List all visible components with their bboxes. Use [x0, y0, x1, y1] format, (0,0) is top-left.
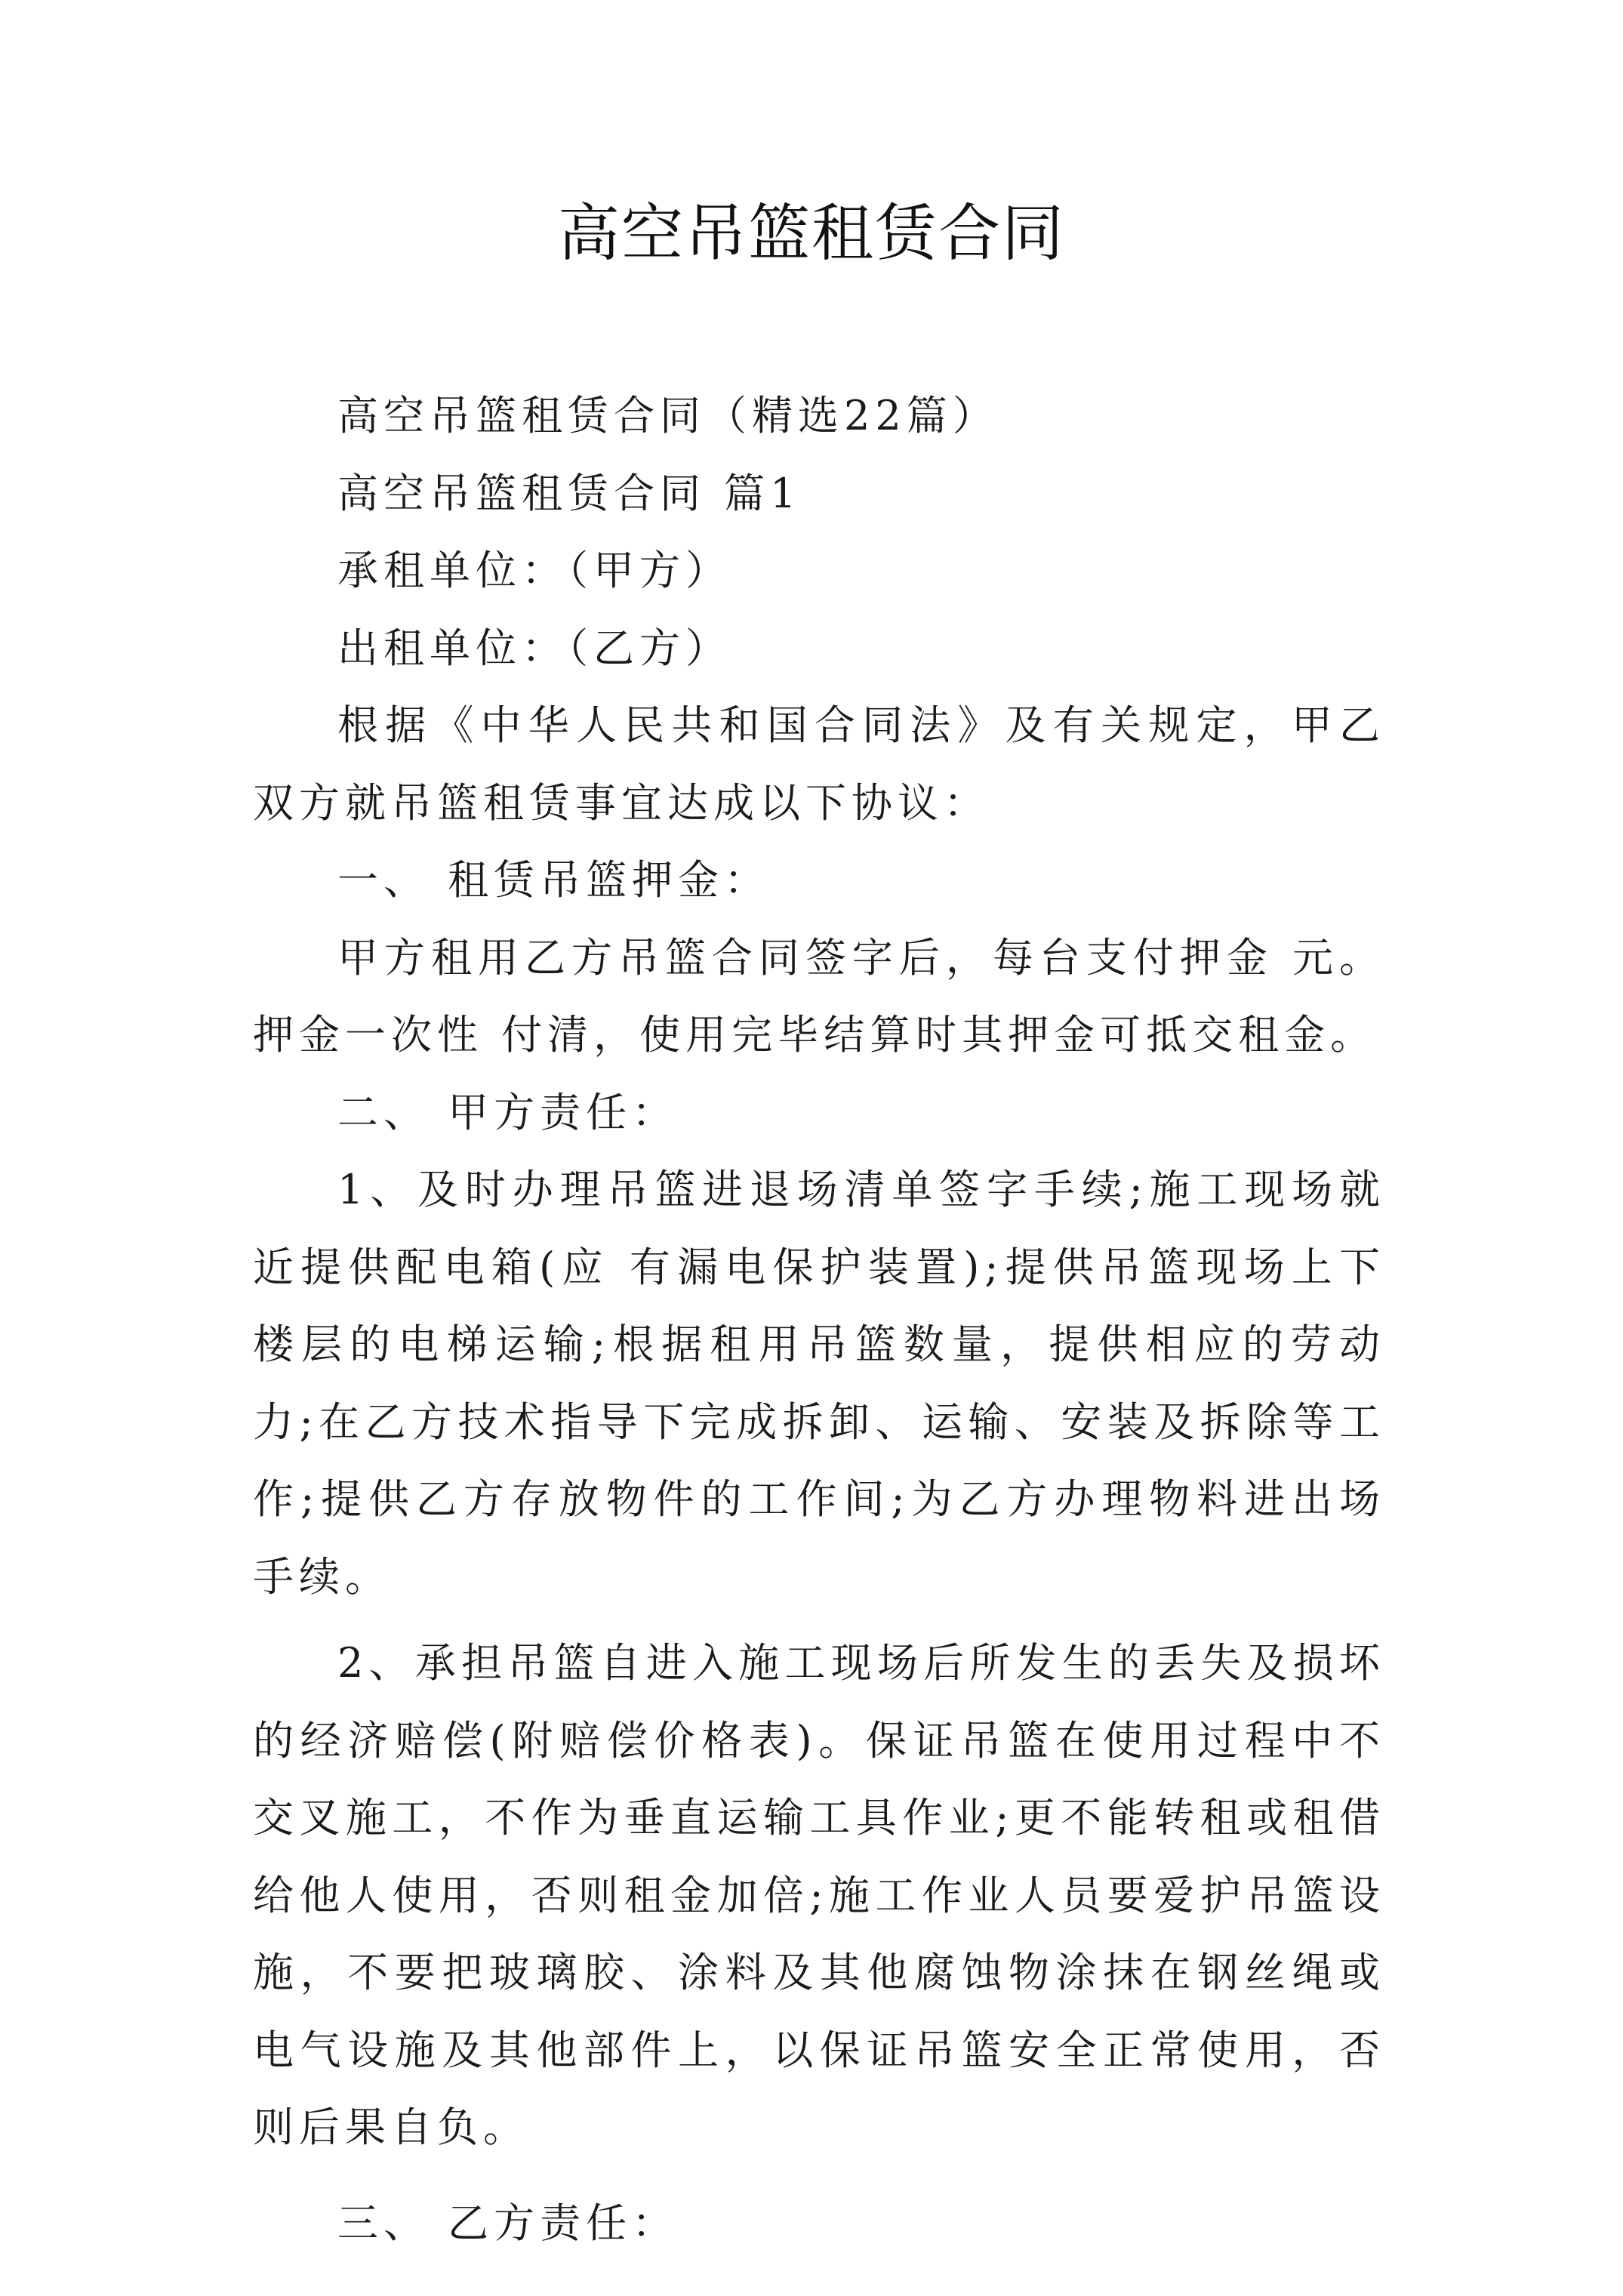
paragraph-clause-2-heading: 二、 甲方责任：: [337, 1088, 679, 1136]
paragraph-preamble: 根据《中华人民共和国合同法》及有关规定，甲乙双方就吊篮租赁事宜达成以下协议：: [253, 701, 1385, 827]
paragraph-lessee: 承租单位：（甲方）: [337, 547, 731, 594]
paragraph-clause-2-item-2: 2、承担吊篮自进入施工现场后所发生的丢失及损坏的经济赔偿(附赔偿价格表)。保证吊篮在使用过程中不交叉施工，不作为垂直运输工具作业;更不能转租或租借给他人使用，否则租金加倍;施工作业人员要爱护吊篮设施，不要把玻璃胶、涂料及其他腐蚀物涂抹在钢丝绳或电气设施及其他部件上，以保证吊篮安全正常使用，否则后果自负。: [253, 1639, 1385, 2151]
paragraph-clause-2-item-1: 1、及时办理吊篮进退场清单签字手续;施工现场就近提供配电箱(应 有漏电保护装置);提供吊篮现场上下楼层的电梯运输;根据租用吊篮数量，提供相应的劳动力;在乙方技术指导下完成拆卸、运输、安装及拆除等工作;提供乙方存放物件的工作间;为乙方办理物料进出场手续。: [253, 1166, 1385, 1601]
paragraph-clause-1-body: 甲方租用乙方吊篮合同签字后，每台支付押金 元。押金一次性 付清，使用完毕结算时其押金可抵交租金。: [253, 933, 1385, 1059]
paragraph-clause-3-heading: 三、 乙方责任：: [337, 2199, 679, 2247]
paragraph-subtitle: 高空吊篮租赁合同（精选22篇）: [337, 392, 999, 439]
paragraph-lessor: 出租单位：（乙方）: [337, 624, 731, 672]
paragraph-section-heading: 高空吊篮租赁合同 篇1: [337, 469, 802, 517]
paragraph-clause-1-heading: 一、 租赁吊篮押金：: [337, 856, 771, 904]
document-title: 高空吊篮租赁合同: [557, 198, 1065, 270]
document-body: [253, 378, 1385, 2262]
